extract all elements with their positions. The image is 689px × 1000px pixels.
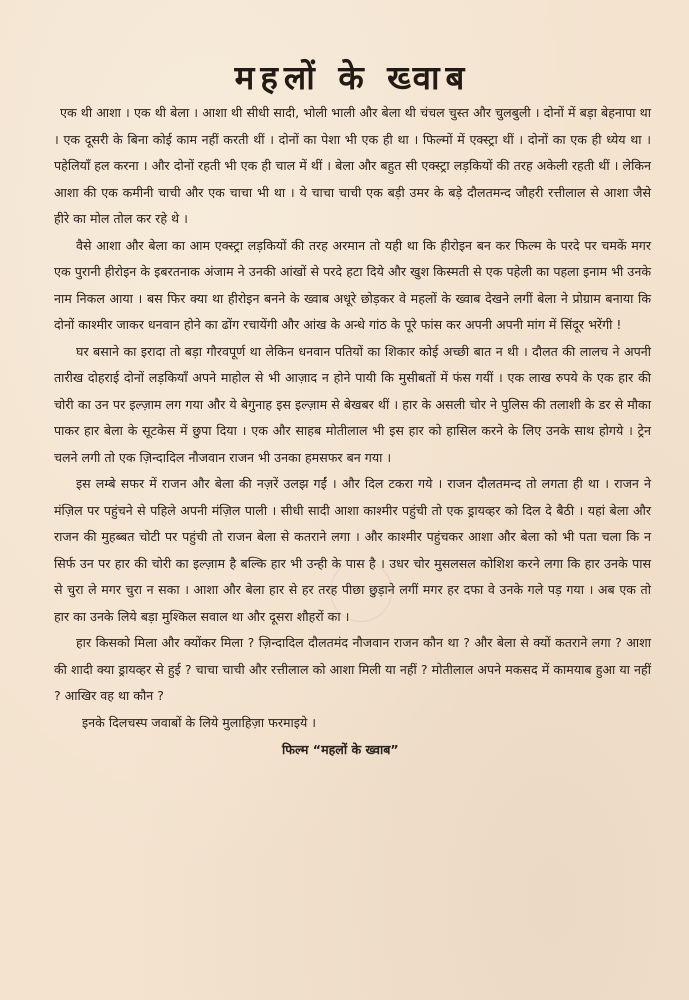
closing-line: इनके दिलचस्प जवाबों के लिये मुलाहिज़ा फरमाइये ।	[82, 714, 317, 730]
paragraph-3: घर बसाने का इरादा तो बड़ा गौरवपूर्ण था लेकिन धनवान पतियों का शिकार कोई अच्छी बात न थी । दौलत की लालच ने अपनी तारीख दोहराई दोनों लड़कियाँ अपने माहोल से भी आज़ाद न होने पायी कि मुसीबतों में फंस गयीं । एक लाख रुपये के एक हार की चोरी का उन पर इल्ज़ाम लग गया और ये बेगुनाह इस इल्ज़ाम से बेखबर थीं । हार के असली चोर ने पुलिस की तलाशी के डर से मौका पाकर हार बेला के सूटकेस में छुपा दिया । एक और साहब मोतीलाल भी इस हार को हासिल करने के लिए उनके साथ होगये । ट्रेन चलने लगी तो एक ज़िन्दादिल नौजवान राजन भी उनका हमसफर बन गया ।	[54, 343, 651, 465]
film-credit: फिल्म “महलों के ख्वाब”	[282, 742, 399, 757]
page-title: महलों के ख्वाब	[234, 58, 471, 97]
paragraph-2: वैसे आशा और बेला का आम एक्स्ट्रा लड़कियों की तरह अरमान तो यही था कि हीरोइन बन कर फिल्म के परदे पर चमकें मगर एक पुरानी हीरोइन के इबरतनाक अंजाम ने उनकी आंखों से परदे हटा दिये और खुश किस्मती से एक पहेली का पहला इनाम भी उनके नाम निकल आया । बस फिर क्या था हीरोइन बनने के ख्वाब अधूरे छोड़कर वे महलों के ख्वाब देखने लगीं बेला ने प्रोग्राम बनाया कि दोनों काश्मीर जाकर धनवान होने का ढोंग रचायेंगी और आंख के अन्धे गांठ के पूरे फांस कर अपनी अपनी मांग में सिंदूर भरेंगी !	[54, 237, 651, 332]
paragraph-1: एक थी आशा । एक थी बेला । आशा थी सीधी सादी, भोली भाली और बेला थी चंचल चुस्त और चुलबुली । दोनों में बड़ा बेहनापा था । एक दूसरी के बिना कोई काम नहीं करती थीं । दोनों का पेशा भी एक ही था । फिल्मों में एक्स्ट्रा थीं । दोनों का एक ही ध्येय था । पहेलियाँ हल करना । और दोनों रहती भी एक ही चाल में थीं । बेला और बहुत सी एक्स्ट्रा लड़कियों की तरह अकेली रहती थीं । लेकिन आशा की एक कमीनी चाची और एक चाचा भी था । ये चाचा चाची एक बड़ी उमर के बड़े दौलतमन्द जौहरी रत्तीलाल से आशा जैसे हीरे का मोल तोल कर रहे थे ।	[54, 105, 651, 226]
paragraph-5: हार किसको मिला और क्योंकर मिला ? ज़िन्दादिल दौलतमंद नौजवान राजन कौन था ? और बेला से क्यों कतराने लगा ? आशा की शादी क्या ड्रायव्हर से हुई ? चाचा चाची और रत्तीलाल को आशा मिली या नहीं ? मोतीलाल अपने मकसद में कामयाब हुआ या नहीं ? आखिर वह था कौन ?	[54, 635, 651, 703]
paragraph-4: इस लम्बे सफर में राजन और बेला की नज़रें उलझ गईं । और दिल टकरा गये । राजन दौलतमन्द तो लगता ही था । राजन ने मंज़िल पर पहुंचने से पहिले अपनी मंज़िल पाली । सीधी सादी आशा काश्मीर पहुंची तो एक ड्रायव्हर को दिल दे बैठी । यहां बेला और राजन की मुहब्बत चोटी पर पहुंची तो राजन बेला से कतराने लगा । और काश्मीर पहुंचकर आशा और बेला को भी पता चला कि न सिर्फ उन पर हार की चोरी का इल्ज़ाम है बल्कि हार भी उन्ही के पास है । उधर चोर मुसलसल कोशिश करने लगा कि हार उनके पास से चुरा ले मगर चुरा न सका । आशा और बेला हार से हर तरह पीछा छुड़ाने लगीं मगर हर दफा वे उनके गले पड़ गया । अब एक तो हार का उनके लिये बड़ा मुश्किल सवाल था और दूसरा शौहरों का ।	[54, 476, 651, 624]
